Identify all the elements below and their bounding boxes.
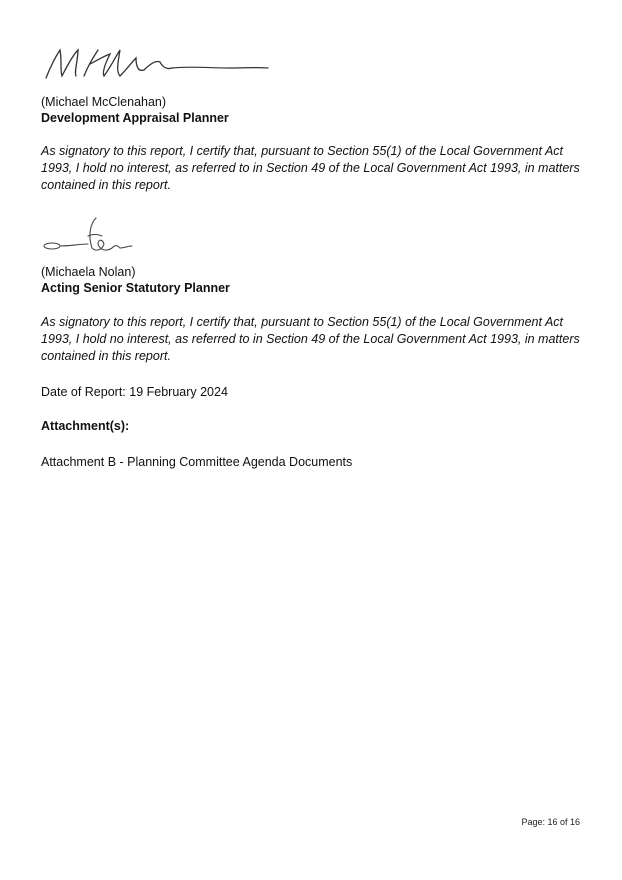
signatory-name: (Michaela Nolan): [41, 265, 136, 279]
attachments-heading: Attachment(s):: [41, 419, 130, 433]
attachment-item: Attachment B - Planning Committee Agenda Documents: [41, 455, 353, 469]
report-date: Date of Report: 19 February 2024: [41, 385, 228, 399]
signatory-title: Development Appraisal Planner: [41, 111, 229, 125]
certification-text: As signatory to this report, I certify that, pursuant to Section 55(1) of the Local Government Act 1993, I hold no interest, as referred to in Section 49 of the Local Government Act 1993, in matters contained in this report.: [41, 144, 580, 192]
signatory-title: Acting Senior Statutory Planner: [41, 281, 230, 295]
certification-text: As signatory to this report, I certify that, pursuant to Section 55(1) of the Local Government Act 1993, I hold no interest, as referred to in Section 49 of the Local Government Act 1993, in matters contained in this report.: [41, 315, 580, 363]
signatory-name: (Michael McClenahan): [41, 95, 167, 109]
page-number: Page: 16 of 16: [521, 817, 580, 827]
signature-nolan: [40, 214, 140, 258]
signature-mcclenahan: [40, 42, 275, 84]
